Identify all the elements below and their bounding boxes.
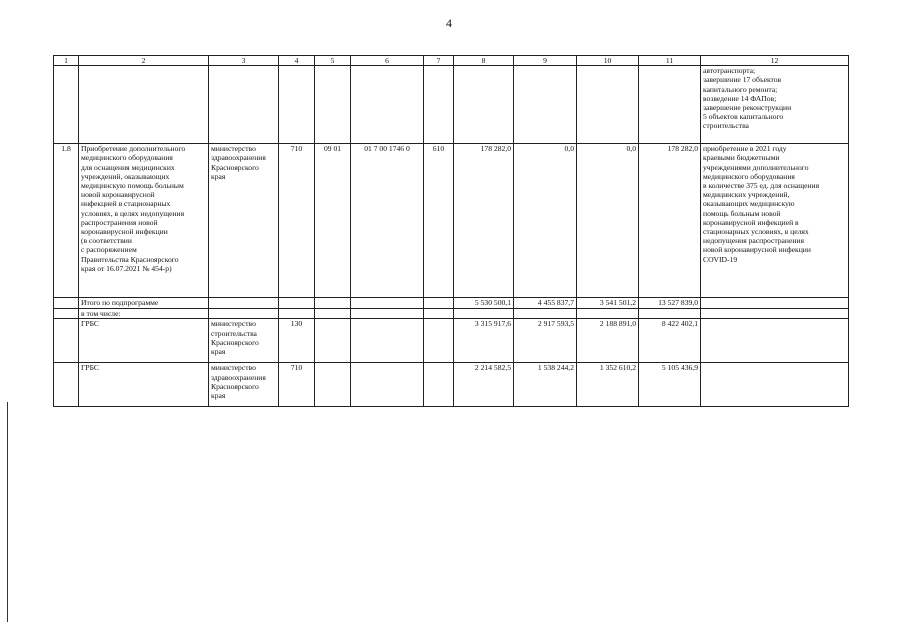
table-cell: ГРБС	[79, 319, 209, 363]
column-number: 6	[351, 56, 424, 66]
table-cell	[351, 309, 424, 319]
table-cell: 3 315 917,6	[454, 319, 514, 363]
table-cell: ГРБС	[79, 363, 209, 407]
table-cell	[639, 66, 701, 144]
table-cell	[315, 298, 351, 309]
table-cell	[279, 298, 315, 309]
grbs-row	[54, 363, 849, 407]
table-cell	[54, 319, 79, 363]
table-cell	[701, 309, 849, 319]
table-cell: 1.8	[54, 144, 79, 298]
table-cell: 1 352 610,2	[577, 363, 639, 407]
table-cell	[54, 298, 79, 309]
column-number: 3	[209, 56, 279, 66]
table-cell	[54, 309, 79, 319]
table-cell: министерство здравоохранения Красноярского края	[209, 363, 279, 407]
column-number: 2	[79, 56, 209, 66]
table-cell: 3 541 501,2	[577, 298, 639, 309]
table-cell: министерство строительства Красноярского края	[209, 319, 279, 363]
table-cell	[514, 66, 577, 144]
table-cell	[209, 298, 279, 309]
table-cell	[514, 309, 577, 319]
table-cell: 2 214 582,5	[454, 363, 514, 407]
budget-table	[53, 55, 849, 407]
table-cell	[577, 309, 639, 319]
table-cell	[701, 319, 849, 363]
table-cell: 178 282,0	[639, 144, 701, 298]
column-number: 9	[514, 56, 577, 66]
table-cell	[454, 309, 514, 319]
table-cell: 8 422 402,1	[639, 319, 701, 363]
table-cell	[424, 309, 454, 319]
table-cell: 0,0	[514, 144, 577, 298]
table-cell: 2 917 593,5	[514, 319, 577, 363]
table-cell	[701, 298, 849, 309]
table-cell	[315, 363, 351, 407]
table-cell	[315, 309, 351, 319]
table-cell: 178 282,0	[454, 144, 514, 298]
item-row-1-8	[54, 144, 849, 298]
table-cell: 4 455 837,7	[514, 298, 577, 309]
table-cell: Приобретение дополнительного медицинского оборудования для оснащения медицинских учреждений, оказывающих медицинскую помощь больным новой коронавирусной инфекцией в стационарных условиях, в целях недопущения распространения новой коронавирусной инфекции (в соответствии с распоряжением Правительства Красноярского края от 16.07.2021 № 454-р)	[79, 144, 209, 298]
column-number: 7	[424, 56, 454, 66]
table-cell: 130	[279, 319, 315, 363]
table-cell: 610	[424, 144, 454, 298]
column-number: 10	[577, 56, 639, 66]
column-number: 5	[315, 56, 351, 66]
table-cell: 0,0	[577, 144, 639, 298]
table-cell: министерство здравоохранения Красноярского края	[209, 144, 279, 298]
table-cell	[279, 66, 315, 144]
table-cell	[424, 319, 454, 363]
table-cell	[424, 363, 454, 407]
table-cell	[424, 298, 454, 309]
page-number: 4	[446, 16, 452, 30]
table-cell	[701, 363, 849, 407]
table-cell	[351, 66, 424, 144]
table-cell	[351, 363, 424, 407]
including-row	[54, 309, 849, 319]
table-cell: автотранспорта; завершение 17 объектов капитального ремонта; возведение 14 ФАПов; завершение реконструкции 5 объектов капитального строительства	[701, 66, 849, 144]
table-cell	[279, 309, 315, 319]
subtotal-row	[54, 298, 849, 309]
margin-rule	[7, 402, 8, 622]
table-cell	[351, 298, 424, 309]
table-cell: в том числе:	[79, 309, 209, 319]
table-cell: 1 538 244,2	[514, 363, 577, 407]
table-cell: 13 527 839,0	[639, 298, 701, 309]
continuation-row	[54, 66, 849, 144]
table-cell	[315, 66, 351, 144]
table-cell: Итого по подпрограмме	[79, 298, 209, 309]
table-cell: 2 188 891,0	[577, 319, 639, 363]
table-cell: 5 105 436,9	[639, 363, 701, 407]
grbs-row	[54, 319, 849, 363]
table-cell: 5 530 500,1	[454, 298, 514, 309]
table-cell	[639, 309, 701, 319]
table-cell	[315, 319, 351, 363]
table-cell: 01 7 00 1746 0	[351, 144, 424, 298]
column-number: 11	[639, 56, 701, 66]
table-cell	[351, 319, 424, 363]
column-number-row	[54, 56, 849, 66]
table-cell	[209, 309, 279, 319]
table-cell	[54, 66, 79, 144]
column-number: 4	[279, 56, 315, 66]
table-cell	[79, 66, 209, 144]
table-cell: приобретение в 2021 году краевыми бюджетными учреждениями дополнительного медицинского оборудования в количестве 375 ед. для оснащения медицинских учреждений, оказывающих медицинскую помощь больным новой коронавирусной инфекцией в стационарных условиях, в целях недопущения распространения новой коронавирусной инфекции COVID-19	[701, 144, 849, 298]
column-number: 1	[54, 56, 79, 66]
table-cell: 710	[279, 363, 315, 407]
column-number: 12	[701, 56, 849, 66]
table-cell	[209, 66, 279, 144]
table-cell	[54, 363, 79, 407]
table-cell	[454, 66, 514, 144]
table-cell: 710	[279, 144, 315, 298]
table-cell: 09 01	[315, 144, 351, 298]
column-number: 8	[454, 56, 514, 66]
table-cell	[424, 66, 454, 144]
table-cell	[577, 66, 639, 144]
